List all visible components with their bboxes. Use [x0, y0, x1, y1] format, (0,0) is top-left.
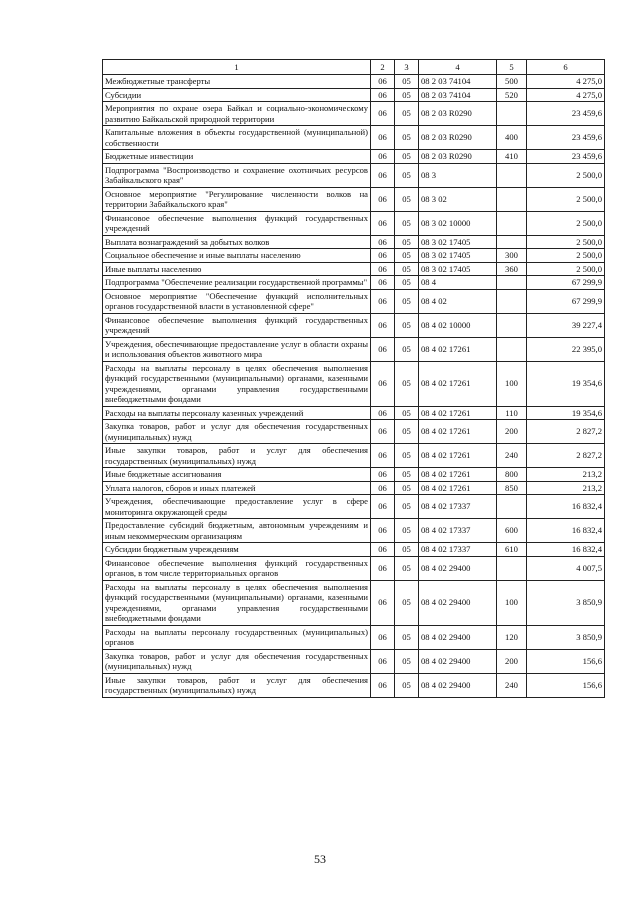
row-section: 06 [371, 102, 395, 126]
row-subsection: 05 [395, 313, 419, 337]
row-name: Социальное обеспечение и иные выплаты населению [103, 249, 371, 263]
row-name: Уплата налогов, сборов и иных платежей [103, 481, 371, 495]
row-subsection: 05 [395, 649, 419, 673]
row-target-code: 08 3 02 10000 [419, 211, 497, 235]
row-amount: 19 354,6 [527, 361, 605, 406]
row-amount: 156,6 [527, 649, 605, 673]
row-expense-type [497, 163, 527, 187]
row-amount: 23 459,6 [527, 150, 605, 164]
row-subsection: 05 [395, 337, 419, 361]
row-expense-type: 410 [497, 150, 527, 164]
row-name: Субсидии бюджетным учреждениям [103, 543, 371, 557]
row-target-code: 08 3 02 17405 [419, 249, 497, 263]
row-amount: 16 832,4 [527, 543, 605, 557]
row-target-code: 08 4 02 17261 [419, 468, 497, 482]
row-name: Расходы на выплаты персоналу в целях обеспечения выполнения функций государственными (муниципальными) органами, казенными учреждениями, органами управления государственными внебюджетными фондами [103, 580, 371, 625]
row-target-code: 08 4 02 17261 [419, 420, 497, 444]
row-target-code: 08 4 02 17261 [419, 406, 497, 420]
row-name: Выплата вознаграждений за добытых волков [103, 235, 371, 249]
table-body [103, 75, 605, 698]
row-subsection: 05 [395, 102, 419, 126]
row-amount: 67 299,9 [527, 289, 605, 313]
row-subsection: 05 [395, 262, 419, 276]
row-name: Мероприятия по охране озера Байкал и социально-экономическому развитию Байкальской природной территории [103, 102, 371, 126]
table-row [103, 262, 605, 276]
row-amount: 23 459,6 [527, 102, 605, 126]
table-row [103, 543, 605, 557]
row-name: Расходы на выплаты персоналу государственных (муниципальных) органов [103, 625, 371, 649]
row-expense-type: 610 [497, 543, 527, 557]
row-name: Закупка товаров, работ и услуг для обеспечения государственных (муниципальных) нужд [103, 649, 371, 673]
row-amount: 16 832,4 [527, 519, 605, 543]
table-row [103, 187, 605, 211]
row-amount: 67 299,9 [527, 276, 605, 290]
row-section: 06 [371, 481, 395, 495]
row-expense-type: 520 [497, 88, 527, 102]
row-section: 06 [371, 75, 395, 89]
row-target-code: 08 4 02 29400 [419, 625, 497, 649]
row-target-code: 08 4 02 17261 [419, 337, 497, 361]
row-expense-type: 200 [497, 420, 527, 444]
row-expense-type: 100 [497, 361, 527, 406]
table-row [103, 649, 605, 673]
row-expense-type [497, 337, 527, 361]
row-name: Учреждения, обеспечивающие предоставление услуг в области охраны и использования объектов животного мира [103, 337, 371, 361]
row-section: 06 [371, 187, 395, 211]
row-section: 06 [371, 249, 395, 263]
row-amount: 2 500,0 [527, 163, 605, 187]
row-name: Бюджетные инвестиции [103, 150, 371, 164]
row-subsection: 05 [395, 444, 419, 468]
row-section: 06 [371, 406, 395, 420]
row-target-code: 08 4 [419, 276, 497, 290]
row-subsection: 05 [395, 163, 419, 187]
row-section: 06 [371, 556, 395, 580]
table-row [103, 289, 605, 313]
table-row [103, 361, 605, 406]
table-row [103, 519, 605, 543]
row-section: 06 [371, 420, 395, 444]
row-subsection: 05 [395, 543, 419, 557]
row-name: Основное мероприятие "Обеспечение функций исполнительных органов государственной власти в установленной сфере" [103, 289, 371, 313]
table-row [103, 163, 605, 187]
row-expense-type: 240 [497, 673, 527, 697]
table-row [103, 444, 605, 468]
header-cell: 6 [527, 60, 605, 75]
row-name: Расходы на выплаты персоналу казенных учреждений [103, 406, 371, 420]
row-name: Иные закупки товаров, работ и услуг для обеспечения государственных (муниципальных) нужд [103, 444, 371, 468]
table-row [103, 126, 605, 150]
row-name: Капитальные вложения в объекты государственной (муниципальной) собственности [103, 126, 371, 150]
row-expense-type [497, 276, 527, 290]
row-section: 06 [371, 468, 395, 482]
row-target-code: 08 4 02 29400 [419, 673, 497, 697]
row-name: Иные выплаты населению [103, 262, 371, 276]
row-subsection: 05 [395, 481, 419, 495]
row-subsection: 05 [395, 211, 419, 235]
row-section: 06 [371, 495, 395, 519]
row-subsection: 05 [395, 289, 419, 313]
row-target-code: 08 4 02 17337 [419, 519, 497, 543]
row-section: 06 [371, 126, 395, 150]
row-name: Финансовое обеспечение выполнения функций государственных учреждений [103, 313, 371, 337]
page-number: 53 [314, 852, 326, 866]
row-subsection: 05 [395, 580, 419, 625]
row-subsection: 05 [395, 88, 419, 102]
row-amount: 4 007,5 [527, 556, 605, 580]
row-amount: 4 275,0 [527, 88, 605, 102]
row-section: 06 [371, 543, 395, 557]
row-expense-type: 850 [497, 481, 527, 495]
header-cell: 2 [371, 60, 395, 75]
row-section: 06 [371, 262, 395, 276]
row-section: 06 [371, 625, 395, 649]
table-row [103, 406, 605, 420]
header-cell: 5 [497, 60, 527, 75]
table-row [103, 276, 605, 290]
table-row [103, 211, 605, 235]
row-expense-type: 500 [497, 75, 527, 89]
row-section: 06 [371, 235, 395, 249]
row-subsection: 05 [395, 187, 419, 211]
row-amount: 3 850,9 [527, 580, 605, 625]
table-row [103, 313, 605, 337]
row-subsection: 05 [395, 420, 419, 444]
table-row [103, 556, 605, 580]
table-row [103, 75, 605, 89]
row-amount: 2 500,0 [527, 211, 605, 235]
row-section: 06 [371, 361, 395, 406]
table-row [103, 495, 605, 519]
row-amount: 39 227,4 [527, 313, 605, 337]
row-section: 06 [371, 88, 395, 102]
row-expense-type [497, 289, 527, 313]
row-target-code: 08 2 03 R0290 [419, 150, 497, 164]
row-section: 06 [371, 673, 395, 697]
row-subsection: 05 [395, 495, 419, 519]
row-subsection: 05 [395, 276, 419, 290]
row-subsection: 05 [395, 126, 419, 150]
row-subsection: 05 [395, 235, 419, 249]
row-name: Предоставление субсидий бюджетным, автономным учреждениям и иным некоммерческим организациям [103, 519, 371, 543]
row-name: Финансовое обеспечение выполнения функций государственных органов, в том числе территориальных органов [103, 556, 371, 580]
table-header-row [103, 60, 605, 75]
row-name: Основное мероприятие "Регулирование численности волков на территории Забайкальского края" [103, 187, 371, 211]
table-row [103, 337, 605, 361]
row-target-code: 08 2 03 74104 [419, 75, 497, 89]
row-expense-type: 120 [497, 625, 527, 649]
row-subsection: 05 [395, 673, 419, 697]
row-expense-type: 360 [497, 262, 527, 276]
row-expense-type: 400 [497, 126, 527, 150]
row-target-code: 08 4 02 17261 [419, 444, 497, 468]
row-target-code: 08 4 02 17337 [419, 543, 497, 557]
header-cell: 1 [103, 60, 371, 75]
header-cell: 3 [395, 60, 419, 75]
row-amount: 213,2 [527, 468, 605, 482]
row-target-code: 08 4 02 [419, 289, 497, 313]
table-row [103, 481, 605, 495]
row-subsection: 05 [395, 625, 419, 649]
row-section: 06 [371, 519, 395, 543]
row-target-code: 08 3 02 17405 [419, 262, 497, 276]
row-subsection: 05 [395, 406, 419, 420]
row-target-code: 08 4 02 29400 [419, 556, 497, 580]
row-amount: 2 500,0 [527, 235, 605, 249]
row-amount: 2 827,2 [527, 444, 605, 468]
row-name: Финансовое обеспечение выполнения функций государственных учреждений [103, 211, 371, 235]
row-target-code: 08 4 02 17261 [419, 361, 497, 406]
row-name: Подпрограмма "Обеспечение реализации государственной программы" [103, 276, 371, 290]
row-section: 06 [371, 444, 395, 468]
row-expense-type: 110 [497, 406, 527, 420]
table-row [103, 468, 605, 482]
table-row [103, 625, 605, 649]
row-expense-type [497, 313, 527, 337]
row-section: 06 [371, 163, 395, 187]
row-expense-type: 300 [497, 249, 527, 263]
row-target-code: 08 3 02 [419, 187, 497, 211]
row-section: 06 [371, 150, 395, 164]
table-row [103, 673, 605, 697]
header-cell: 4 [419, 60, 497, 75]
row-section: 06 [371, 276, 395, 290]
row-expense-type [497, 102, 527, 126]
row-amount: 2 827,2 [527, 420, 605, 444]
row-section: 06 [371, 337, 395, 361]
table-row [103, 420, 605, 444]
row-amount: 3 850,9 [527, 625, 605, 649]
table-row [103, 102, 605, 126]
row-target-code: 08 4 02 17261 [419, 481, 497, 495]
row-section: 06 [371, 580, 395, 625]
row-name: Иные закупки товаров, работ и услуг для обеспечения государственных (муниципальных) нужд [103, 673, 371, 697]
row-amount: 156,6 [527, 673, 605, 697]
row-target-code: 08 2 03 R0290 [419, 102, 497, 126]
row-amount: 23 459,6 [527, 126, 605, 150]
row-expense-type: 200 [497, 649, 527, 673]
row-target-code: 08 4 02 17337 [419, 495, 497, 519]
row-subsection: 05 [395, 556, 419, 580]
row-subsection: 05 [395, 249, 419, 263]
row-name: Подпрограмма "Воспроизводство и сохранение охотничьих ресурсов Забайкальского края" [103, 163, 371, 187]
row-subsection: 05 [395, 150, 419, 164]
row-amount: 213,2 [527, 481, 605, 495]
row-expense-type [497, 235, 527, 249]
row-section: 06 [371, 289, 395, 313]
row-target-code: 08 2 03 74104 [419, 88, 497, 102]
row-name: Учреждения, обеспечивающие предоставление услуг в сфере мониторинга окружающей среды [103, 495, 371, 519]
row-target-code: 08 2 03 R0290 [419, 126, 497, 150]
row-section: 06 [371, 211, 395, 235]
row-amount: 4 275,0 [527, 75, 605, 89]
row-expense-type [497, 495, 527, 519]
row-subsection: 05 [395, 361, 419, 406]
row-expense-type: 600 [497, 519, 527, 543]
row-expense-type [497, 556, 527, 580]
row-subsection: 05 [395, 519, 419, 543]
row-name: Закупка товаров, работ и услуг для обеспечения государственных (муниципальных) нужд [103, 420, 371, 444]
row-subsection: 05 [395, 468, 419, 482]
row-expense-type: 100 [497, 580, 527, 625]
row-name: Иные бюджетные ассигнования [103, 468, 371, 482]
table-row [103, 580, 605, 625]
budget-table [102, 59, 605, 698]
row-section: 06 [371, 649, 395, 673]
row-name: Субсидии [103, 88, 371, 102]
table-row [103, 235, 605, 249]
row-amount: 2 500,0 [527, 262, 605, 276]
table-row [103, 88, 605, 102]
row-subsection: 05 [395, 75, 419, 89]
table-row [103, 150, 605, 164]
row-amount: 2 500,0 [527, 249, 605, 263]
row-expense-type [497, 211, 527, 235]
row-expense-type: 240 [497, 444, 527, 468]
table-row [103, 249, 605, 263]
row-section: 06 [371, 313, 395, 337]
row-amount: 19 354,6 [527, 406, 605, 420]
row-target-code: 08 3 [419, 163, 497, 187]
row-amount: 16 832,4 [527, 495, 605, 519]
row-target-code: 08 4 02 10000 [419, 313, 497, 337]
row-name: Расходы на выплаты персоналу в целях обеспечения выполнения функций государственными (муниципальными) органами, казенными учреждениями, органами управления государственными внебюджетными фондами [103, 361, 371, 406]
row-amount: 2 500,0 [527, 187, 605, 211]
row-expense-type [497, 187, 527, 211]
row-target-code: 08 4 02 29400 [419, 649, 497, 673]
row-name: Межбюджетные трансферты [103, 75, 371, 89]
row-expense-type: 800 [497, 468, 527, 482]
row-target-code: 08 3 02 17405 [419, 235, 497, 249]
row-amount: 22 395,0 [527, 337, 605, 361]
row-target-code: 08 4 02 29400 [419, 580, 497, 625]
